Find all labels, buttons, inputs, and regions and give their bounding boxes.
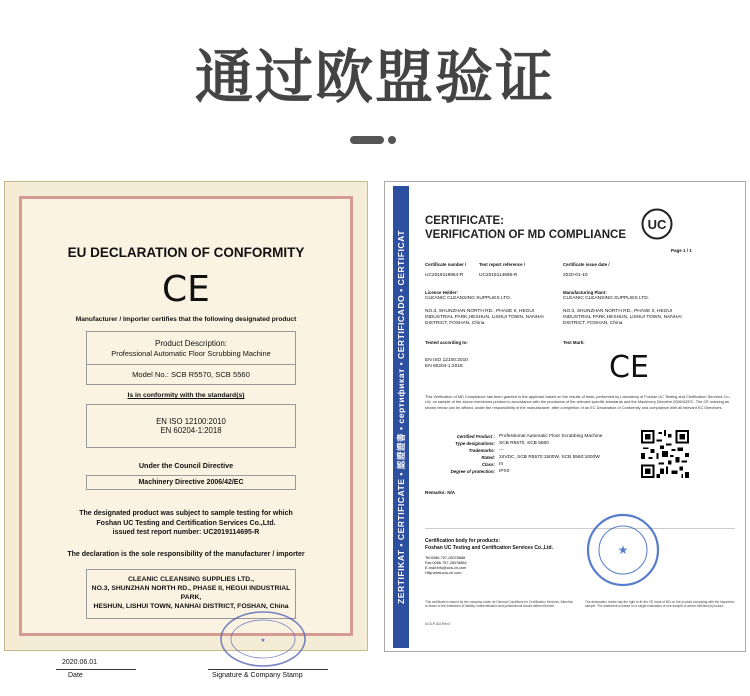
address-line: INDUSTRIAL PARK,HESHUN, LISHUI TOWN, NANHAI xyxy=(425,315,544,320)
company-line: CLEANIC CLEANSING SUPPLIES LTD., xyxy=(127,576,254,583)
report-ref-label: Test report reference / xyxy=(479,262,526,267)
address-line: DISTRICT, FOSHAN, China xyxy=(563,321,623,326)
plant-address xyxy=(563,309,682,327)
certification-body-name: Foshan UC Testing and Certification Services Co.,Ltd. xyxy=(425,545,553,551)
strip-text: ZERTIFIKAT • CERTIFICATE • 認證證書 • сертификат • CERTIFICADO • CERTIFICAT xyxy=(396,230,406,604)
spec-label: Rated: xyxy=(481,455,495,460)
standard-item: EN 60204-1:2018 xyxy=(160,426,222,435)
form-code: UCS-P-022 Rev.0 xyxy=(425,622,451,626)
eu-declaration-document[interactable] xyxy=(4,181,368,679)
testing-line: issued test report number: UC2019114695-R xyxy=(112,529,260,536)
cert-number: UC2019118954-R xyxy=(425,273,464,278)
qr-code-icon[interactable] xyxy=(641,430,689,478)
signature-label: Signature & Company Stamp xyxy=(212,672,303,679)
testing-line: The designated product was subject to sample testing for which xyxy=(79,510,293,517)
spec-label: Class: xyxy=(481,462,495,467)
testing-line: Foshan UC Testing and Certification Services Co.,Ltd. xyxy=(96,519,276,527)
md-compliance-certificate[interactable] xyxy=(384,181,746,652)
spec-label: Trademarks: xyxy=(468,448,495,453)
certificate-side-strip xyxy=(393,186,409,648)
issue-date-label: Certificate issue date / xyxy=(563,262,610,267)
responsibility-statement: The declaration is the sole responsibility of the manufacturer / importer xyxy=(67,551,305,558)
standard-item: EN ISO 12100:2010 xyxy=(425,358,468,363)
testing-statement xyxy=(22,509,350,538)
product-box xyxy=(86,331,296,385)
product-description: Professional Automatic Floor Scrubbing Machine xyxy=(111,349,271,358)
svg-text:★: ★ xyxy=(260,638,266,644)
company-line: HESHUN, LISHUI TOWN, NANHAI DISTRICT, FOSHAN, China xyxy=(93,603,289,610)
report-ref: UC2019114695-R xyxy=(479,273,518,278)
standards-box xyxy=(86,404,296,448)
spec-value: --- xyxy=(499,448,504,453)
conformity-statement: Is in conformity with the standard(s) xyxy=(127,392,245,399)
remarks: Remarks: N/A xyxy=(425,490,456,495)
ce-mark: CE xyxy=(609,350,649,385)
plant-label: Manufacturing Plant: xyxy=(563,290,607,295)
tested-standards xyxy=(425,358,468,370)
svg-text:★: ★ xyxy=(617,543,629,557)
tested-label: Tested according to: xyxy=(425,340,468,345)
divider-dot xyxy=(388,136,396,144)
verification-paragraph: This Verification of MD Compliance has been granted to the applicant based on the results of tests, performed by Laboratory of Foshan UC Testing and Certification Services Co., Ltd. on sample of the above mentioned product in accordance with the provisions of the relevant specific standards and the Machinery Directive 2006/42/EC. The CE marking as shown below can be affixed, under the responsibility of the manufacturer, after completion of an EC Declaration of Conformity and compliance with all relevant EC Directives. xyxy=(425,394,731,410)
page-number: Page 1 / 1 xyxy=(671,248,692,253)
certification-seal-icon xyxy=(585,512,661,588)
contact-line: Tel:0086-757-28078888 xyxy=(425,556,466,560)
standard-item: EN ISO 12100:2010 xyxy=(156,417,226,426)
contact-line: Http:www.ucs-cn.com xyxy=(425,571,462,575)
certificate-subtitle: VERIFICATION OF MD COMPLIANCE xyxy=(425,229,627,241)
contact-line: E-mail:info@ucs-cn.com xyxy=(425,566,467,570)
spec-value: III xyxy=(499,462,503,467)
spec-value: SCB R5570, SCB 5560 xyxy=(499,441,549,446)
plant-name: CLEANIC CLEANSING SUPPLIES LTD. xyxy=(563,296,650,301)
certification-body xyxy=(425,538,500,545)
company-line: NO.3, SHUNZHAN NORTH RD., PHASE II, HEGUI INDUSTRIAL PARK, xyxy=(91,585,291,601)
manufacturer-statement: Manufacturer / Importer certifies that the following designated product xyxy=(75,316,297,323)
uc-logo-icon xyxy=(641,208,673,240)
svg-text:UC: UC xyxy=(647,217,667,232)
certificate-title: CERTIFICATE: xyxy=(425,215,505,227)
spec-label: Degree of protection: xyxy=(450,469,495,474)
directive-box: Machinery Directive 2006/42/EC xyxy=(86,475,296,490)
spec-label: Certified Product : xyxy=(456,434,495,439)
spec-value: 24VDC, SCB R5570:1500W, SCB 5560:1000W xyxy=(499,455,600,460)
contact-line: Fax:0086-757-28078884 xyxy=(425,561,467,565)
address-line: DISTRICT, FOSHAN, China xyxy=(425,321,485,326)
issue-date: 2020-01-10 xyxy=(563,273,588,278)
model-number: Model No.: SCB R5570, SCB 5560 xyxy=(132,370,250,379)
date-label: Date xyxy=(68,672,83,679)
test-mark-label: Test Mark: xyxy=(563,340,585,345)
declaration-title: EU DECLARATION OF CONFORMITY xyxy=(67,245,305,260)
address-line: NO.3, SHUNZHAN NORTH RD., PHASE II, HEGUI xyxy=(563,309,673,314)
declaration-date: 2020.06.01 xyxy=(62,659,98,666)
spec-label: Type designations: xyxy=(455,441,495,446)
license-address xyxy=(425,309,544,327)
address-line: INDUSTRIAL PARK,HESHUN, LISHUI TOWN, NANHAI xyxy=(563,315,682,320)
standard-item: EN 60204-1:2018 xyxy=(425,364,463,369)
license-holder-label: Licence Holder: xyxy=(425,290,458,295)
divider-bar xyxy=(350,136,384,144)
directive-heading: Under the Council Directive xyxy=(138,461,234,470)
cert-number-label: Certificate number / xyxy=(425,262,467,267)
spec-value: Professional Automatic Floor Scrubbing Machine xyxy=(499,434,603,439)
fine-print-right: The declaration holder has the right to fix the CE mark of MD on the product complying with the inspection sample. The statement is based on a single evaluation of one sample of above mentioned product. xyxy=(585,600,735,609)
ce-mark: CE xyxy=(162,269,210,310)
address-line: NO.3, SHUNZHAN NORTH RD., PHASE II, HEGUI xyxy=(425,309,535,314)
declaration-frame xyxy=(19,196,353,679)
spec-value: IPX0 xyxy=(499,469,510,474)
contact-info xyxy=(425,556,467,576)
title-divider xyxy=(350,136,400,144)
fine-print-left: This certificate is issued by the company under its General Conditions for Certification Services. Attention is drawn to the limitations of liability, indemnification and jurisdictional issues defined therein. xyxy=(425,600,574,609)
product-description-label: Product Description: xyxy=(154,339,228,348)
license-holder: CLEANIC CLEANSING SUPPLIES LTD. xyxy=(425,296,512,301)
cert-body-label: Certification body for products: xyxy=(425,538,500,544)
page-title: 通过欧盟验证 xyxy=(194,43,555,111)
company-stamp-icon xyxy=(218,609,308,669)
